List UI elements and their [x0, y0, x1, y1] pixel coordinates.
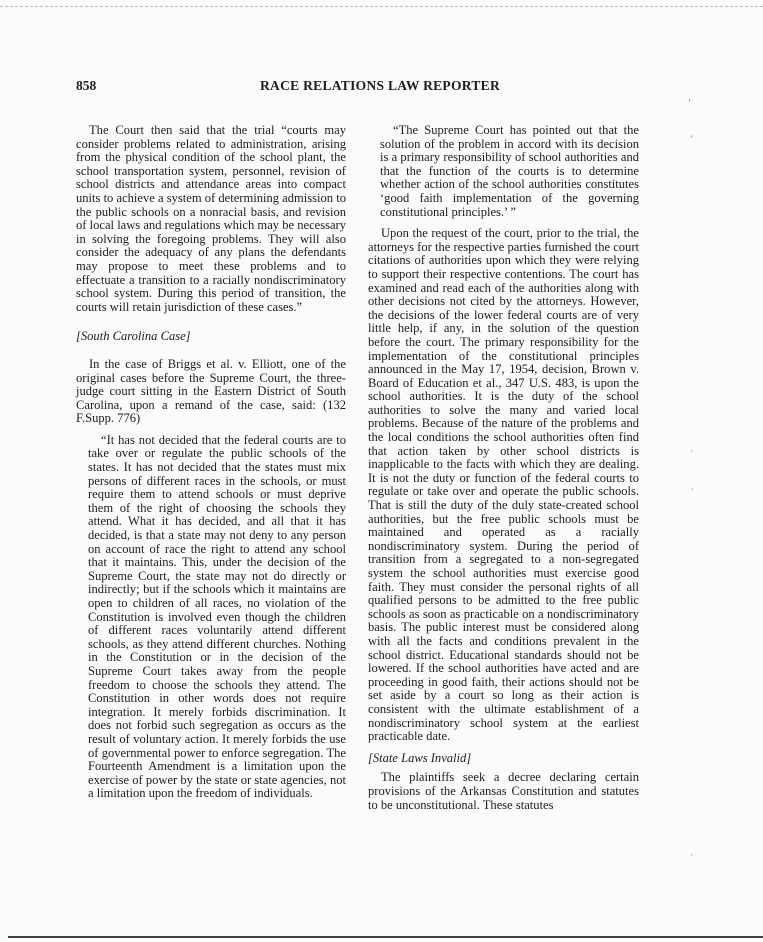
- scan-speck: ·: [691, 484, 694, 494]
- scan-edge-bottom: [8, 936, 763, 938]
- scan-speck: ’: [688, 98, 691, 108]
- page-number: 858: [76, 78, 97, 93]
- scan-speck: ’: [690, 134, 693, 144]
- section-heading-state-laws: [State Laws Invalid]: [368, 750, 472, 765]
- left-column: [76, 124, 346, 801]
- paragraph-briggs: In the case of Briggs et al. v. Elliott, one of the original cases before the Supreme Court, the three-judge court sitting in the Eastern District of South Carolina, upon a remand of the case, said: (132 F.Supp. 776): [76, 356, 346, 426]
- running-title: RACE RELATIONS LAW REPORTER: [259, 78, 501, 93]
- paragraph-plaintiffs: The plaintiffs seek a decree declaring certain provisions of the Arkansas Constitution and statutes to be unconstitutional. These statutes: [368, 770, 639, 812]
- scan-edge-top: [0, 6, 763, 7]
- scan-speck: ·: [690, 850, 693, 860]
- right-column: [368, 124, 639, 812]
- block-quote-briggs: “It has not decided that the federal courts are to take over or regulate the public schools of the states. It has not decided that the states must mix persons of different races in the schools, or must require them to attend schools or must deprive them of the right of choosing the schools they attend. What it has decided, and all that it has decided, is that a state may not deny to any person on account of race the right to attend any school that it maintains. This, under the decision of the Supreme Court, the state may not do directly or indirectly; but if the schools which it maintains are open to children of all races, no violation of the Constitution is involved even though the children of different races voluntarily attend different schools, as they attend different churches. Nothing in the Constitution or in the decision of the Supreme Court takes away from the people freedom to choose the schools they attend. The Constitution in other words does not require integration. It merely forbids discrimination. It does not forbid such segregation as occurs as the result of voluntary action. It merely forbids the use of governmental power to enforce segregation. The Fourteenth Amendment is a limitation upon the exercise of power by the state or state agencies, not a limitation upon the freedom of individuals.: [88, 432, 346, 801]
- paragraph-authorities: Upon the request of the court, prior to the trial, the attorneys for the respective parties furnished the court citations of authorities upon which they were relying to support their respective contentions. The court has examined and read each of the authorities along with other decisions not cited by the attorneys. However, the decisions of the lower federal courts are of very little help, if any, in the solution of the question before the court. The primary responsibility for the implementation of the constitutional principles announced in the May 17, 1954, decision, Brown v. Board of Education et al., 347 U.S. 483, is upon the school authorities. It is the duty of the school authorities to solve the many and varied local problems. Because of the nature of the problems and the local conditions the school authorities often find that action taken by other school districts is inapplicable to the facts with which they are dealing. It is not the duty or function of the federal courts to regulate or take over and operate the public schools. That is still the duty of the duly state-created school authorities, but the free public schools must be maintained and operated as a racially nondiscriminatory system. During the period of transition from a segregated to a non-segregated system the school authorities must exercise good faith. They must consider the personal rights of all qualified persons to be admitted to the free public schools as soon as practicable on a nondiscriminatory basis. The public interest must be considered along with all the facts and conditions prevalent in the school district. Educational standards should not be lowered. If the school authorities have acted and are proceeding in good faith, their actions should not be set aside by a court so long as their action is consistent with the ultimate establishment of a nondiscriminatory school system at the earliest practicable date.: [368, 226, 639, 744]
- block-quote-supreme-court: “The Supreme Court has pointed out that the solution of the problem in accord with its decision is a primary responsibility of school authorities and that the function of the courts is to determine whether action of the school authorities constitutes ‘good faith implementation of the governing constitutional principles.’ ”: [380, 123, 639, 219]
- page-header: [76, 78, 684, 98]
- scan-speck: ·: [690, 446, 693, 456]
- paragraph-court-quote: The Court then said that the trial “courts may consider problems related to administration, arising from the physical condition of the school plant, the school transportation system, personnel, revision of school districts and attendance areas into compact units to achieve a system of determining admission to the public schools on a nonracial basis, and revision of local laws and regulations which may be necessary in solving the foregoing problems. They will also consider the adequacy of any plans the defendants may propose to meet these problems and to effectuate a transition to a racially nondiscriminatory school system. During this period of transition, the courts will retain jurisdiction of these cases.”: [76, 123, 346, 314]
- section-heading-south-carolina: [South Carolina Case]: [76, 329, 191, 344]
